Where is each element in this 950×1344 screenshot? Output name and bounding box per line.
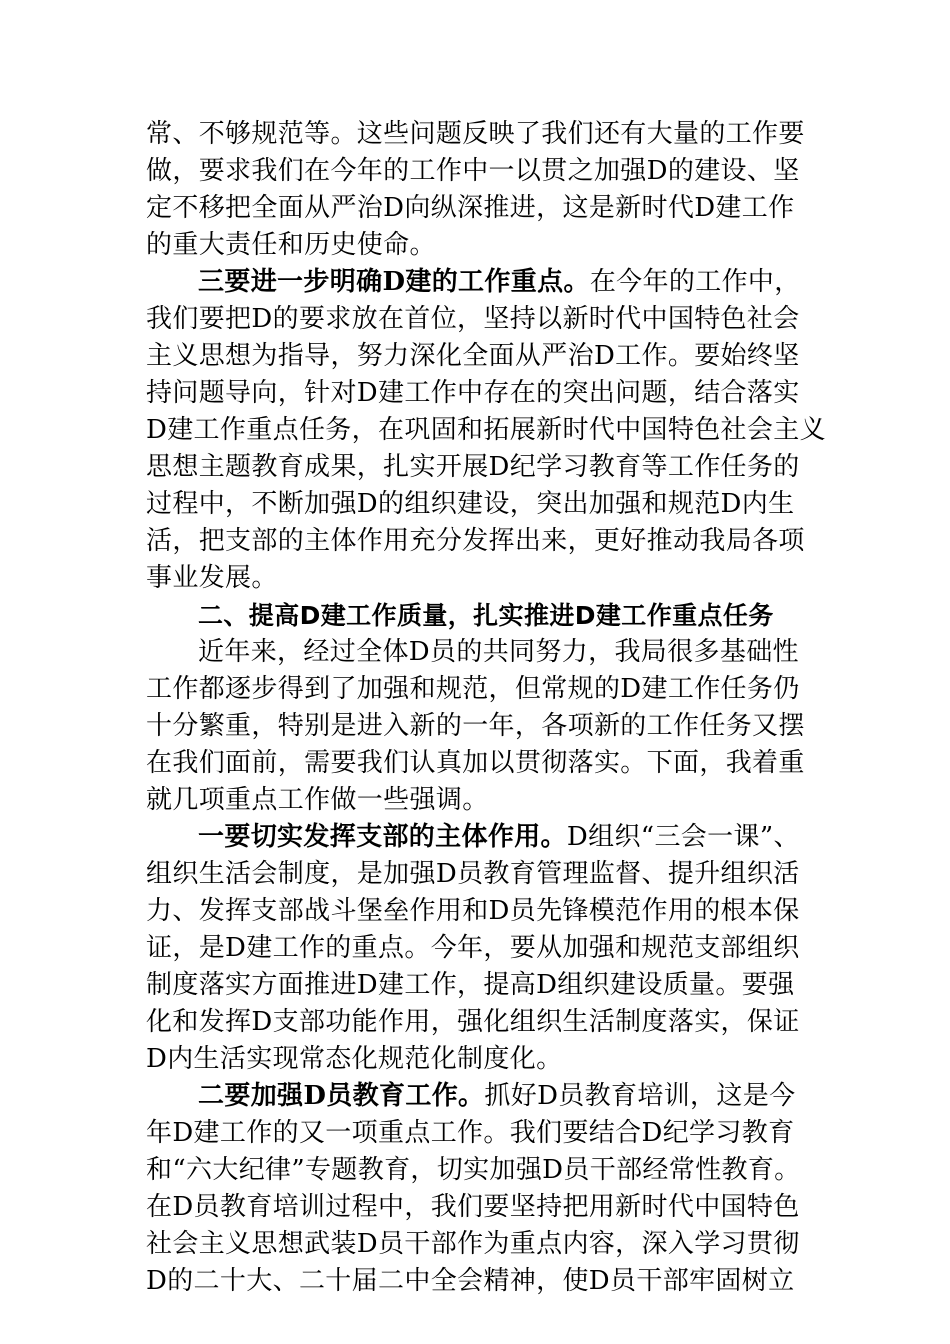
text-run: 在今年的工作中， — [589, 267, 801, 297]
text-line: 证，是D建工作的重点。今年，要从加强和规范支部组织 — [146, 933, 800, 963]
text-run: 抓好D员教育培训，这是今 — [484, 1081, 796, 1111]
paragraph-intro — [146, 634, 814, 819]
paragraph-member-education — [146, 1078, 814, 1300]
paragraph-work-focus — [146, 264, 826, 597]
text-line: 制度落实方面推进D建工作，提高D组织建设质量。要强 — [146, 970, 795, 1000]
text-line: 主义思想为指导，努力深化全面从严治D工作。要始终坚 — [146, 341, 800, 371]
text-line: 在D员教育培训过程中，我们要坚持把用新时代中国特色 — [146, 1192, 800, 1222]
text-line-first: 近年来，经过全体D员的共同努力，我局很多基础性 — [198, 637, 799, 667]
text-line-first — [146, 819, 814, 856]
text-line: 的重大责任和历史使命。 — [146, 230, 436, 260]
text-line: 社会主义思想武装D员干部作为重点内容，深入学习贯彻 — [146, 1229, 800, 1259]
paragraph-lead: 一要切实发挥支部的主体作用。 — [198, 822, 567, 852]
section-heading: 二、提高D建工作质量，扎实推进D建工作重点任务 — [198, 601, 774, 630]
text-line: 我们要把D的要求放在首位，坚持以新时代中国特色社会 — [146, 304, 800, 334]
text-line: 定不移把全面从严治D向纵深推进，这是新时代D建工作 — [146, 193, 795, 223]
text-line-first — [146, 1078, 814, 1115]
text-line: 过程中，不断加强D的组织建设，突出加强和规范D内生 — [146, 489, 795, 519]
text-line: 活，把支部的主体作用充分发挥出来，更好推动我局各项 — [146, 526, 805, 556]
text-line: 思想主题教育成果，扎实开展D纪学习教育等工作任务的 — [146, 452, 800, 482]
text-line: D的二十大、二十届二中全会精神，使D员干部牢固树立 — [146, 1266, 795, 1296]
text-line: 年D建工作的又一项重点工作。我们要结合D纪学习教育 — [146, 1118, 795, 1148]
paragraph-branch-role — [146, 819, 814, 1078]
text-line: 十分繁重，特别是进入新的一年，各项新的工作任务又摆 — [146, 711, 805, 741]
text-line-first — [146, 264, 814, 301]
paragraph-lead: 二要加强D员教育工作。 — [198, 1081, 485, 1111]
paragraph-lead: 三要进一步明确D建的工作重点。 — [198, 267, 590, 297]
text-line: 工作都逐步得到了加强和规范，但常规的D建工作任务仍 — [146, 674, 800, 704]
text-line: 做，要求我们在今年的工作中一以贯之加强D的建设、坚 — [146, 156, 800, 186]
text-line: 组织生活会制度，是加强D员教育管理监督、提升组织活 — [146, 859, 800, 889]
text-line: 持问题导向，针对D建工作中存在的突出问题，结合落实 — [146, 378, 800, 408]
text-line: 化和发挥D支部功能作用，强化组织生活制度落实，保证 — [146, 1007, 800, 1037]
text-line: D建工作重点任务，在巩固和拓展新时代中国特色社会主义 — [146, 415, 826, 445]
text-line: 在我们面前，需要我们认真加以贯彻落实。下面，我着重 — [146, 748, 805, 778]
text-line: 常、不够规范等。这些问题反映了我们还有大量的工作要 — [146, 119, 805, 149]
text-line: 事业发展。 — [146, 563, 278, 593]
text-run: D组织“三会一课”、 — [566, 822, 800, 852]
text-line: 力、发挥支部战斗堡垒作用和D员先锋模范作用的根本保 — [146, 896, 800, 926]
text-line: D内生活实现常态化规范化制度化。 — [146, 1044, 563, 1074]
paragraph-continuation — [146, 116, 814, 264]
text-line: 就几项重点工作做一些强调。 — [146, 785, 489, 815]
document-page — [146, 116, 826, 1300]
text-line: 和“六大纪律”专题教育，切实加强D员干部经常性教育。 — [146, 1155, 801, 1185]
